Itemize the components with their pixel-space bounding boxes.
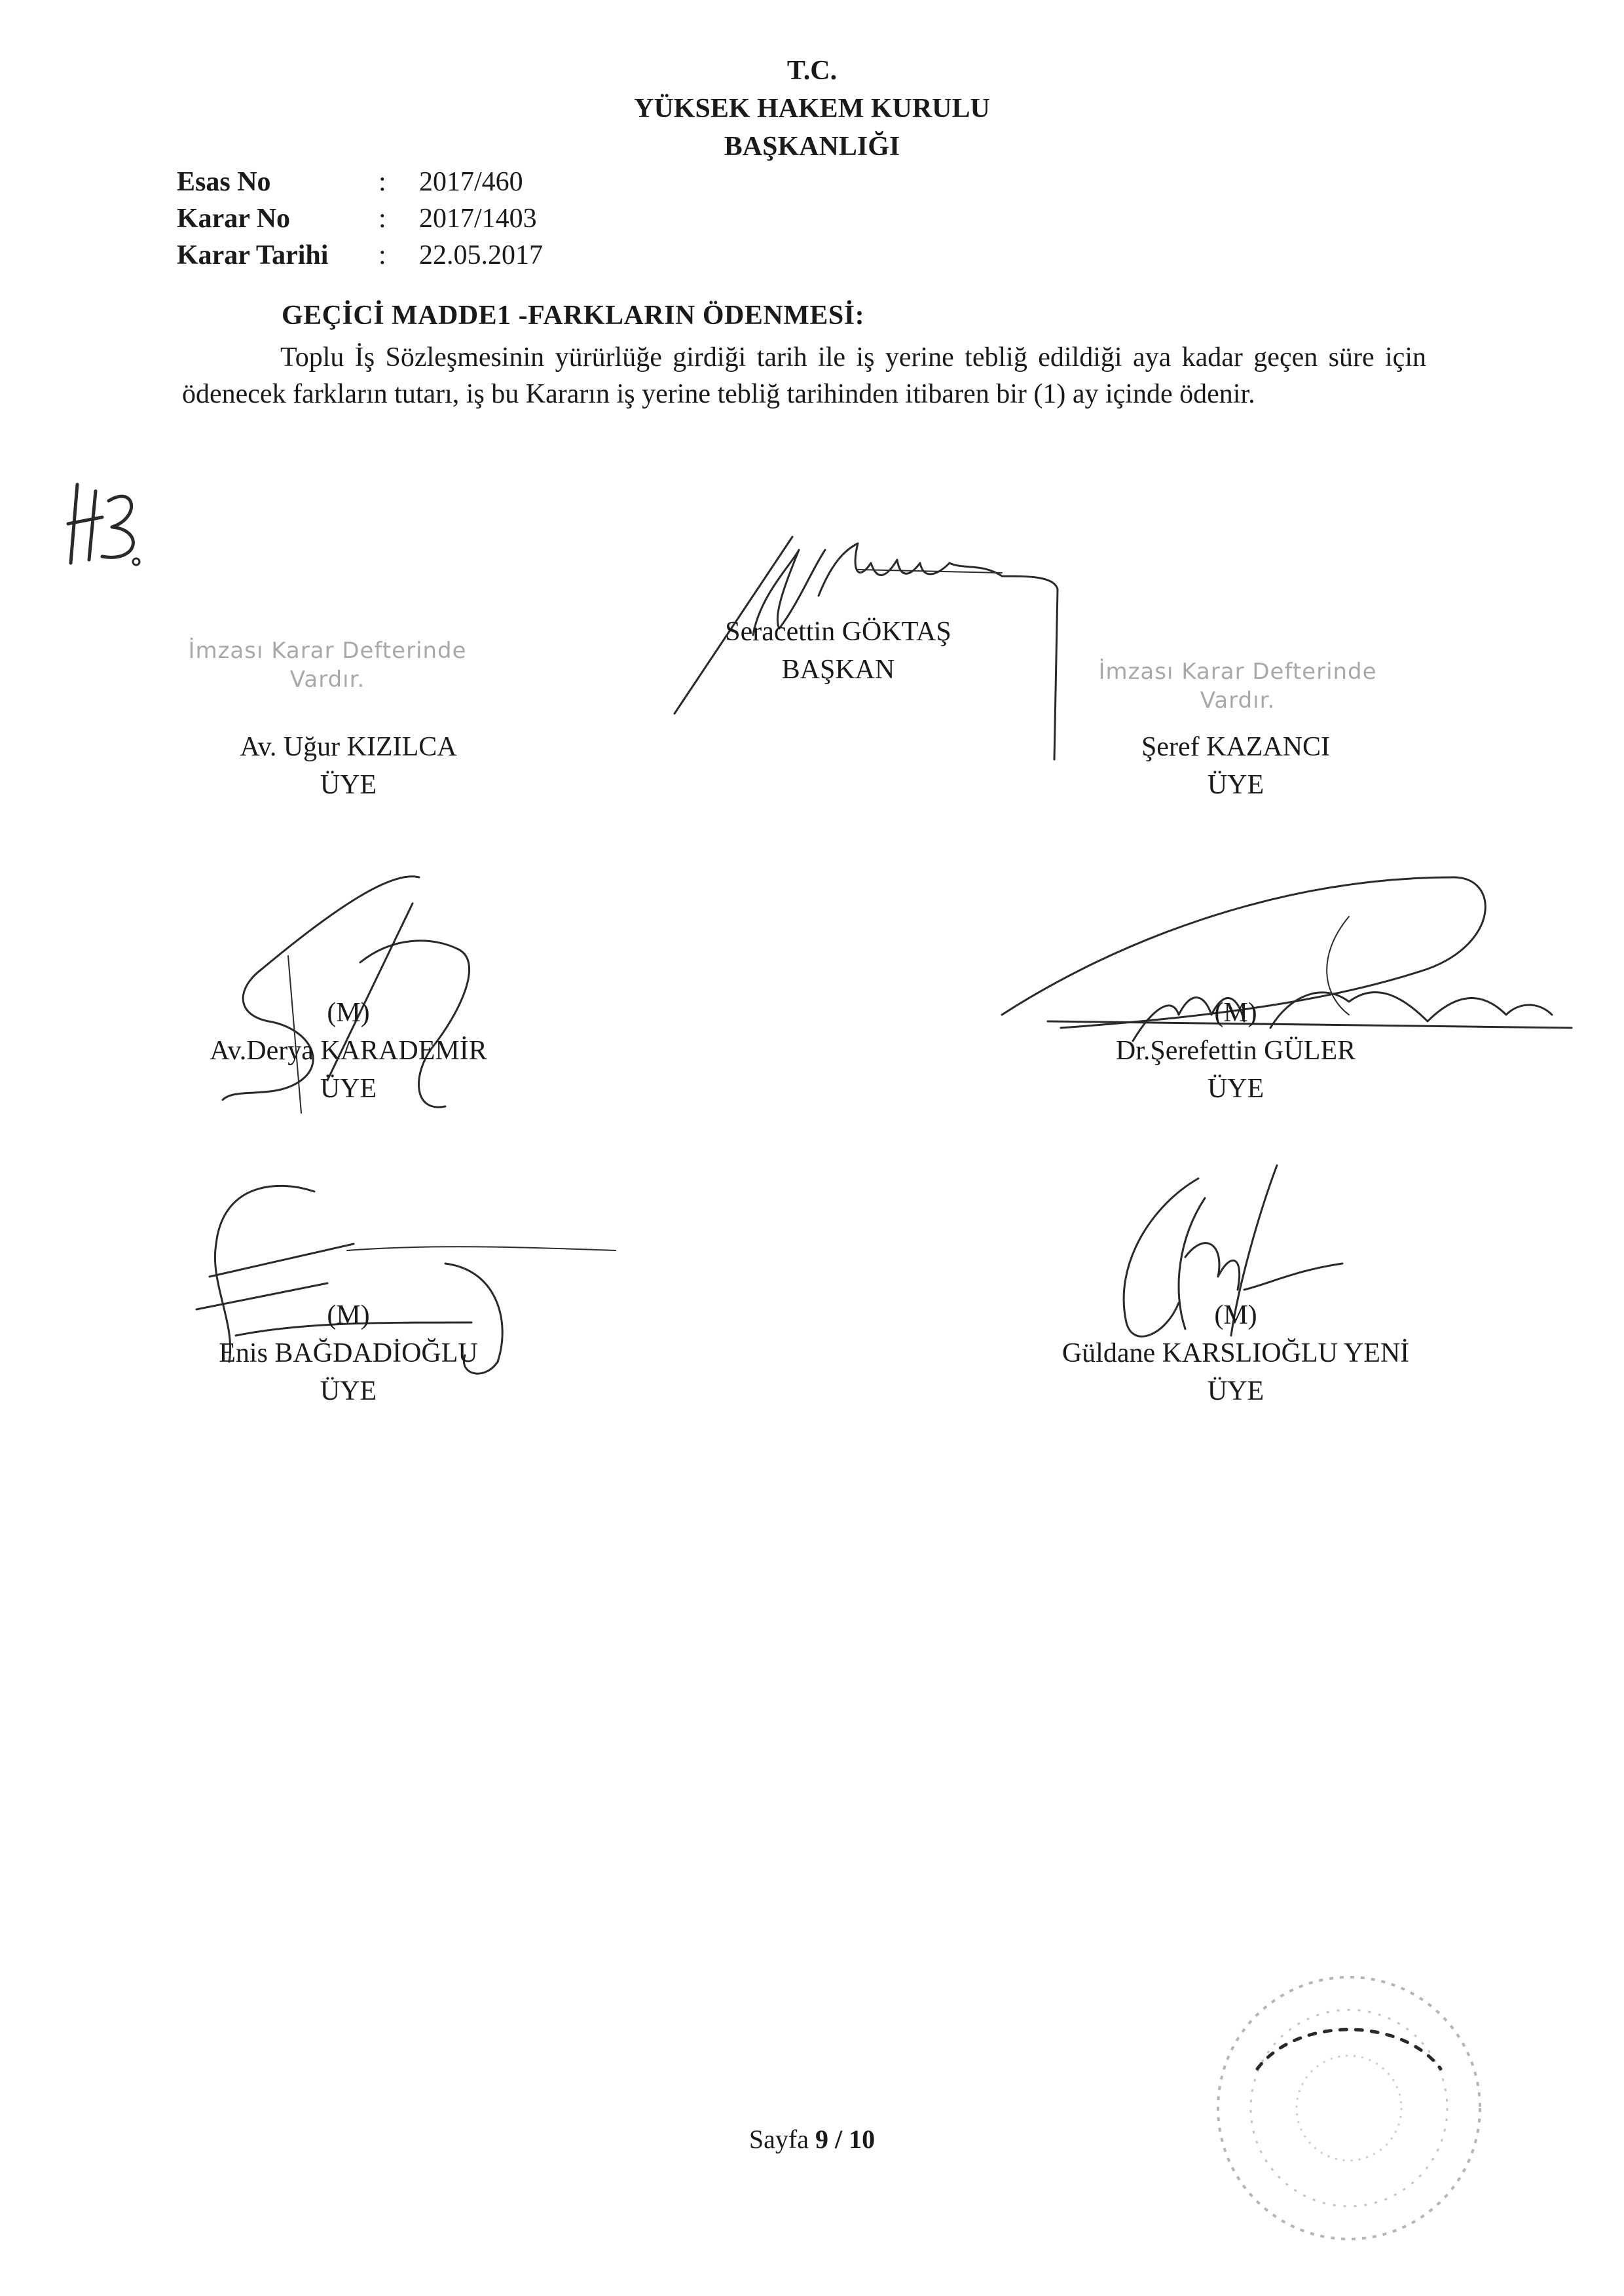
signatory-name: Dr.Şerefettin GÜLER bbox=[1115, 1036, 1356, 1066]
signatory-title: ÜYE bbox=[320, 1376, 377, 1406]
article-heading: GEÇİCİ MADDE1 -FARKLARIN ÖDENMESİ: bbox=[282, 301, 865, 331]
signatory-name: Seracettin GÖKTAŞ bbox=[725, 617, 951, 647]
header-institution: YÜKSEK HAKEM KURULU bbox=[634, 94, 990, 124]
signatory-title: ÜYE bbox=[320, 770, 377, 800]
signatory-mark: (M) bbox=[1214, 998, 1257, 1028]
header-presidency: BAŞKANLIĞI bbox=[724, 132, 900, 162]
meta-label: Karar No bbox=[177, 204, 291, 234]
stamp-note-line: İmzası Karar Defterinde bbox=[188, 638, 467, 664]
meta-colon: : bbox=[378, 167, 386, 197]
meta-value: 2017/1403 bbox=[419, 204, 537, 234]
stamp-note-line: İmzası Karar Defterinde bbox=[1098, 659, 1377, 685]
signatory-title: ÜYE bbox=[1207, 770, 1264, 800]
official-seal bbox=[1198, 1958, 1500, 2259]
signatory-name: Şeref KAZANCI bbox=[1141, 732, 1331, 762]
signatory-karademir bbox=[119, 994, 578, 1108]
signatory-name: Av. Uğur KIZILCA bbox=[240, 732, 457, 762]
page-number: 9 / 10 bbox=[815, 2124, 876, 2154]
header-tc: T.C. bbox=[786, 56, 838, 86]
initials-signature bbox=[63, 471, 155, 570]
signatory-name: Güldane KARSLIOĞLU YENİ bbox=[1061, 1338, 1410, 1368]
signatory-title: BAŞKAN bbox=[781, 655, 895, 685]
meta-label: Esas No bbox=[177, 167, 271, 197]
signatory-mark: (M) bbox=[327, 998, 370, 1028]
signatory-kazanci bbox=[1006, 728, 1465, 804]
signatory-bagdadioglu bbox=[119, 1296, 578, 1410]
article-paragraph bbox=[182, 339, 1426, 412]
signatory-karslioglu bbox=[1006, 1296, 1465, 1410]
meta-label: Karar Tarihi bbox=[177, 240, 329, 270]
footer-prefix: Sayfa bbox=[748, 2124, 815, 2154]
signatory-guler bbox=[1006, 994, 1465, 1108]
signatory-name: Enis BAĞDADİOĞLU bbox=[219, 1338, 478, 1368]
signatory-title: ÜYE bbox=[320, 1074, 377, 1104]
signatory-president bbox=[609, 613, 1067, 689]
page-footer bbox=[0, 2124, 1624, 2155]
signatory-mark: (M) bbox=[1214, 1300, 1257, 1330]
signatory-name: Av.Derya KARADEMİR bbox=[210, 1036, 487, 1066]
signatory-title: ÜYE bbox=[1207, 1376, 1264, 1406]
stamp-note-right bbox=[1041, 657, 1434, 715]
article-text: Toplu İş Sözleşmesinin yürürlüğe girdiği tarih ile iş yerine tebliğ edildiği aya kadar geçen süre için ödenecek farkların tutarı, iş bu Kararın iş yerine tebliğ tarihinden itibaren bir (1) ay içinde ödenir. bbox=[182, 342, 1426, 409]
stamp-note-line: Vardır. bbox=[289, 666, 365, 693]
meta-value: 2017/460 bbox=[419, 167, 523, 197]
meta-colon: : bbox=[378, 204, 386, 234]
stamp-note-left bbox=[131, 636, 524, 694]
meta-value: 22.05.2017 bbox=[419, 240, 543, 270]
stamp-note-line: Vardır. bbox=[1200, 687, 1276, 714]
signatory-mark: (M) bbox=[327, 1300, 370, 1330]
meta-colon: : bbox=[378, 240, 386, 270]
signatory-kizilca bbox=[119, 728, 578, 804]
signatory-title: ÜYE bbox=[1207, 1074, 1264, 1104]
